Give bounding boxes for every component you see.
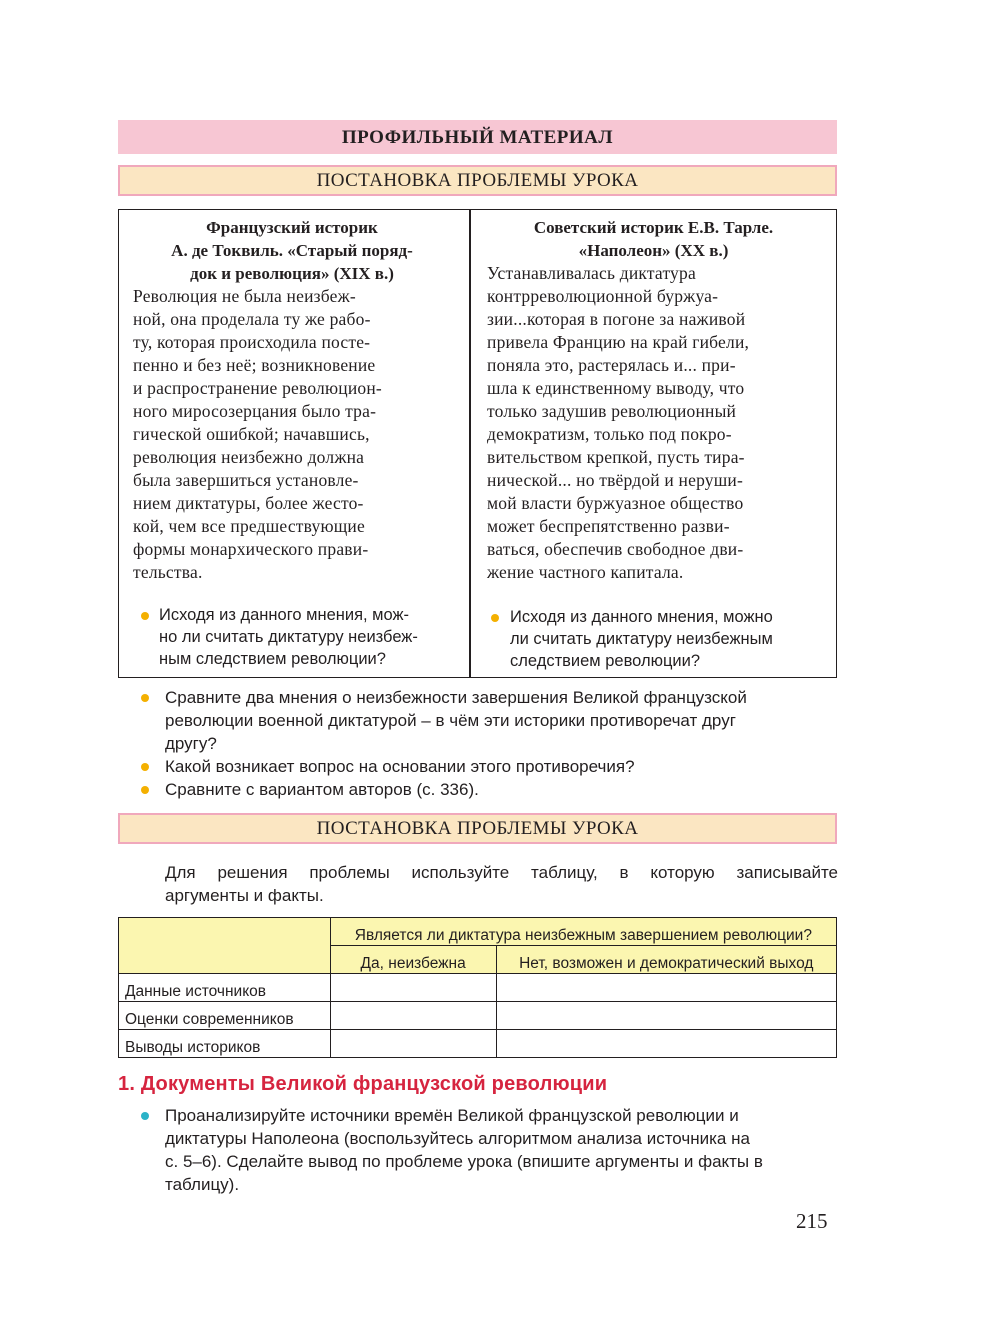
task-line: Проанализируйте источники времён Великой французской революции и bbox=[165, 1106, 739, 1125]
text-line: мой власти буржуазное общество bbox=[487, 493, 744, 513]
tocqueville-heading bbox=[133, 216, 451, 285]
table-corner-cell bbox=[119, 918, 331, 974]
table-header-no: Нет, возможен и демократический выход bbox=[496, 946, 836, 974]
table-cell-no[interactable] bbox=[496, 974, 836, 1002]
prompt-line: Какой возникает вопрос на основании этого противоречия? bbox=[165, 757, 635, 776]
tocqueville-quote bbox=[133, 216, 451, 584]
text-line: ваться, обеспечив свободное дви- bbox=[487, 539, 744, 559]
text-line: ту, которая происходила посте- bbox=[133, 332, 371, 352]
text-line: демократизм, только под покро- bbox=[487, 424, 732, 444]
text-line: нической... но твёрдой и неруши- bbox=[487, 470, 744, 490]
table-instruction bbox=[165, 861, 838, 907]
table-cell-no[interactable] bbox=[496, 1030, 836, 1058]
text-line: зии...которая в погоне за наживой bbox=[487, 309, 746, 329]
heading-line: док и революция» (XIX в.) bbox=[190, 264, 394, 283]
quotes-divider bbox=[469, 210, 471, 677]
bullet-icon bbox=[491, 614, 499, 622]
problem-header: ПОСТАНОВКА ПРОБЛЕМЫ УРОКА bbox=[118, 165, 837, 196]
table-cell-yes[interactable] bbox=[330, 974, 496, 1002]
question-line: Исходя из данного мнения, мож- bbox=[159, 606, 410, 624]
bullet-icon bbox=[141, 763, 149, 771]
table-cell-yes[interactable] bbox=[330, 1030, 496, 1058]
task-line: таблицу). bbox=[165, 1175, 240, 1194]
question-line: но ли считать диктатуру неизбеж- bbox=[159, 628, 418, 646]
prompt-line: другу? bbox=[165, 734, 217, 753]
table-header-yes: Да, неизбежна bbox=[330, 946, 496, 974]
text-line: может беспрепятственно разви- bbox=[487, 516, 730, 536]
heading-line: «Наполеон» (XX в.) bbox=[578, 241, 729, 260]
quotes-box bbox=[118, 209, 837, 678]
tarle-text bbox=[487, 262, 820, 584]
text-line: Устанавливалась диктатура bbox=[487, 263, 696, 283]
bullet-icon bbox=[141, 786, 149, 794]
bullet-icon bbox=[141, 612, 149, 620]
prompt-line: Сравните с вариантом авторов (с. 336). bbox=[165, 780, 479, 799]
table-question-cell: Является ли диктатура неизбежным завершением революции? bbox=[330, 918, 836, 946]
row-label: Данные источников bbox=[119, 974, 331, 1002]
text-line: привела Францию на край гибели, bbox=[487, 332, 750, 352]
tocqueville-question bbox=[159, 604, 459, 670]
text-line: только задушив революционный bbox=[487, 401, 737, 421]
text-line: формы монархического прави- bbox=[133, 539, 369, 559]
tarle-question bbox=[510, 606, 830, 672]
tarle-quote bbox=[487, 216, 820, 584]
row-label: Оценки современников bbox=[119, 1002, 331, 1030]
text-line: жение частного капитала. bbox=[487, 562, 684, 582]
question-prompt bbox=[165, 755, 838, 778]
heading-line: А. де Токвиль. «Старый поряд- bbox=[171, 241, 413, 260]
table-row bbox=[119, 974, 837, 1002]
question-line: ли считать диктатуру неизбежным bbox=[510, 630, 773, 648]
prompt-line: революции военной диктатурой – в чём эти историки противоречат друг bbox=[165, 711, 736, 730]
text-line: поняла это, растерялась и... при- bbox=[487, 355, 736, 375]
text-line: контрреволюционной буржуа- bbox=[487, 286, 719, 306]
tocqueville-text bbox=[133, 285, 451, 584]
analysis-task bbox=[165, 1104, 838, 1196]
bullet-icon bbox=[141, 694, 149, 702]
table-cell-yes[interactable] bbox=[330, 1002, 496, 1030]
instruction-line: Для решения проблемы используйте таблицу, в которую записывайте bbox=[165, 863, 838, 882]
prompt-line: Сравните два мнения о неизбежности завершения Великой французской bbox=[165, 688, 747, 707]
compare-opinions-prompt bbox=[165, 686, 838, 755]
question-line: следствием революции? bbox=[510, 652, 701, 670]
heading-line: Советский историк Е.В. Тарле. bbox=[533, 218, 774, 237]
section-title: 1. Документы Великой французской революции bbox=[118, 1073, 608, 1095]
table-cell-no[interactable] bbox=[496, 1002, 836, 1030]
text-line: нием диктатуры, более жесто- bbox=[133, 493, 364, 513]
text-line: и распространение революцион- bbox=[133, 378, 382, 398]
task-line: диктатуры Наполеона (воспользуйтесь алгоритмом анализа источника на bbox=[165, 1129, 750, 1148]
table-row bbox=[119, 1030, 837, 1058]
heading-line: Французский историк bbox=[206, 218, 378, 237]
task-line: с. 5–6). Сделайте вывод по проблеме урока (впишите аргументы и факты в bbox=[165, 1152, 763, 1171]
text-line: ного миросозерцания было тра- bbox=[133, 401, 377, 421]
arguments-table bbox=[118, 917, 837, 1058]
compare-authors-prompt bbox=[165, 778, 838, 801]
tarle-heading bbox=[487, 216, 820, 262]
text-line: была завершиться установле- bbox=[133, 470, 359, 490]
instruction-line: аргументы и факты. bbox=[165, 886, 324, 905]
text-line: тельства. bbox=[133, 562, 203, 582]
row-label: Выводы историков bbox=[119, 1030, 331, 1058]
question-line: ным следствием революции? bbox=[159, 650, 386, 668]
text-line: ной, она проделала ту же рабо- bbox=[133, 309, 371, 329]
text-line: гической ошибкой; начавшись, bbox=[133, 424, 370, 444]
table-row bbox=[119, 1002, 837, 1030]
text-line: кой, чем все предшествующие bbox=[133, 516, 365, 536]
text-line: Революция не была неизбеж- bbox=[133, 286, 356, 306]
bullet-icon bbox=[141, 1112, 149, 1120]
question-line: Исходя из данного мнения, можно bbox=[510, 608, 773, 626]
profile-material-header: ПРОФИЛЬНЫЙ МАТЕРИАЛ bbox=[118, 120, 837, 154]
page-number: 215 bbox=[796, 1209, 828, 1233]
text-line: шла к единственному выводу, что bbox=[487, 378, 745, 398]
problem-header-2: ПОСТАНОВКА ПРОБЛЕМЫ УРОКА bbox=[118, 813, 837, 844]
text-line: пенно и без неё; возникновение bbox=[133, 355, 376, 375]
text-line: вительством крепкой, пусть тира- bbox=[487, 447, 745, 467]
text-line: революция неизбежно должна bbox=[133, 447, 365, 467]
